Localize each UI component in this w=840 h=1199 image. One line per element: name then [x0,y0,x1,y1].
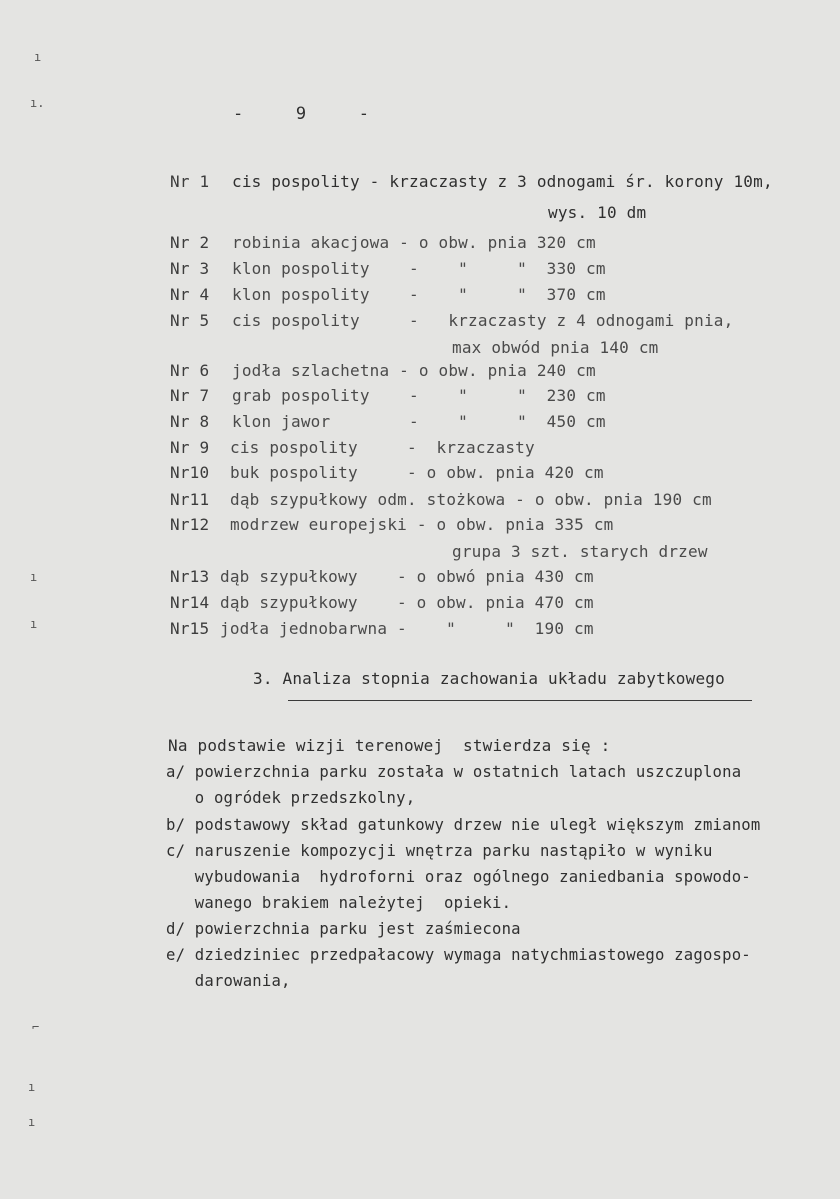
tree-number: Nr 8 [170,412,210,431]
tree-continuation: wys. 10 dm [548,203,647,222]
margin-mark: ı [28,1080,36,1094]
finding-line: b/ podstawowy skład gatunkowy drzew nie uległ większym zmianom [166,816,761,834]
section-heading: 3. Analiza stopnia zachowania układu zabytkowego [253,669,725,688]
tree-continuation: max obwód pnia 140 cm [452,338,659,357]
margin-mark: ı [28,1115,36,1129]
tree-number: Nr 7 [170,386,210,405]
tree-number: Nr 2 [170,233,210,252]
tree-number: Nr 3 [170,259,210,278]
margin-mark: ı [34,50,42,64]
tree-number: Nr 5 [170,311,210,330]
margin-mark: ⌐ [32,1020,40,1034]
tree-number: Nr13 [170,567,210,586]
finding-line: e/ dziedziniec przedpałacowy wymaga natychmiastowego zagospo- [166,946,751,964]
margin-mark: ı. [30,96,45,110]
tree-number: Nr11 [170,490,210,509]
heading-underline [288,700,752,701]
tree-number: Nr 9 [170,438,210,457]
page-number: - 9 - [233,104,370,124]
tree-number: Nr10 [170,463,210,482]
finding-line: a/ powierzchnia parku została w ostatnich latach uszczuplona [166,763,742,781]
tree-description: jodła jednobarwna - " " 190 cm [220,619,594,638]
tree-description: modrzew europejski - o obw. pnia 335 cm [230,515,614,534]
tree-number: Nr 1 [170,172,210,191]
tree-number: Nr14 [170,593,210,612]
margin-mark: ı [30,570,38,584]
tree-description: buk pospolity - o obw. pnia 420 cm [230,463,604,482]
tree-description: jodła szlachetna - o obw. pnia 240 cm [232,361,596,380]
tree-description: dąb szypułkowy - o obw. pnia 470 cm [220,593,594,612]
tree-description: cis pospolity - krzaczasty z 3 odnogami śr. korony 10m, [232,172,773,191]
tree-number: Nr 6 [170,361,210,380]
tree-description: dąb szypułkowy odm. stożkowa - o obw. pnia 190 cm [230,490,712,509]
finding-line: o ogródek przedszkolny, [166,789,416,807]
tree-description: klon pospolity - " " 330 cm [232,259,606,278]
finding-line: d/ powierzchnia parku jest zaśmiecona [166,920,521,938]
tree-description: cis pospolity - krzaczasty z 4 odnogami pnia, [232,311,734,330]
tree-description: klon jawor - " " 450 cm [232,412,606,431]
tree-description: dąb szypułkowy - o obwó pnia 430 cm [220,567,594,586]
tree-number: Nr 4 [170,285,210,304]
tree-description: robinia akacjowa - o obw. pnia 320 cm [232,233,596,252]
tree-continuation: grupa 3 szt. starych drzew [452,542,708,561]
finding-line: c/ naruszenie kompozycji wnętrza parku nastąpiło w wyniku [166,842,713,860]
tree-description: cis pospolity - krzaczasty [230,438,535,457]
finding-line: wanego brakiem należytej opieki. [166,894,512,912]
finding-line: darowania, [166,972,291,990]
finding-line: wybudowania hydroforni oraz ogólnego zaniedbania spowodo- [166,868,751,886]
tree-description: klon pospolity - " " 370 cm [232,285,606,304]
findings-intro: Na podstawie wizji terenowej stwierdza się : [168,736,611,755]
margin-mark: ı [30,617,38,631]
tree-number: Nr15 [170,619,210,638]
tree-description: grab pospolity - " " 230 cm [232,386,606,405]
tree-number: Nr12 [170,515,210,534]
